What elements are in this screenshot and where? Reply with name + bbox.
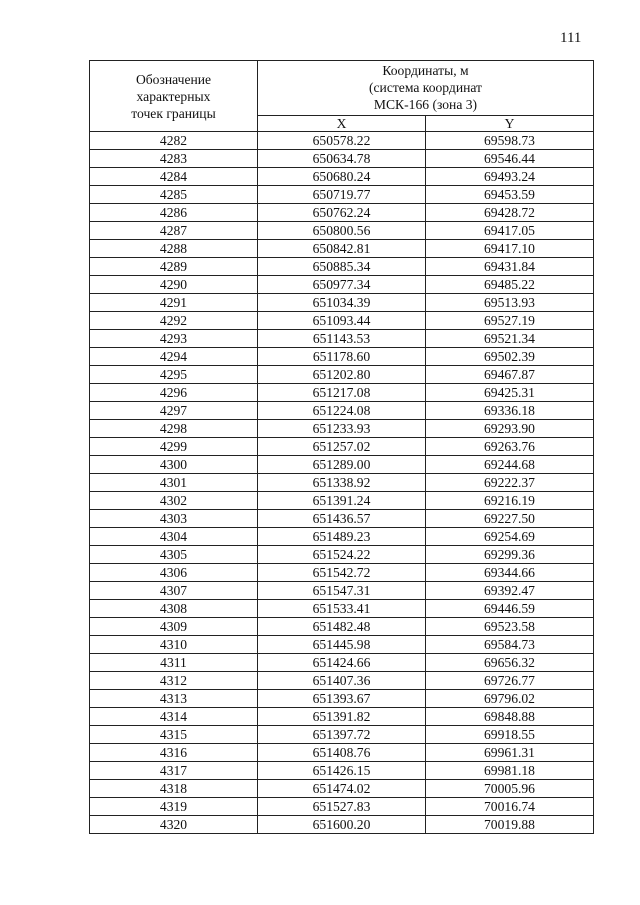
table-row [90,132,594,150]
y-coordinate-cell: 69254.69 [426,528,594,546]
x-coordinate-cell: 650977.34 [258,276,426,294]
x-coordinate-cell: 650578.22 [258,132,426,150]
point-id-cell: 4314 [90,708,258,726]
point-id-cell: 4320 [90,816,258,834]
y-coordinate-cell: 69446.59 [426,600,594,618]
x-coordinate-cell: 651445.98 [258,636,426,654]
coords-header-line-2: (система координат [369,80,482,96]
y-coordinate-cell: 70019.88 [426,816,594,834]
point-id-cell: 4316 [90,744,258,762]
table-row [90,384,594,402]
table-row [90,402,594,420]
x-coordinate-cell: 650719.77 [258,186,426,204]
table-row [90,564,594,582]
column-header-y: Y [426,115,594,131]
x-coordinate-cell: 651034.39 [258,294,426,312]
coords-header-line-3: МСК-166 (зона 3) [373,97,478,113]
point-id-cell: 4291 [90,294,258,312]
y-coordinate-cell: 69848.88 [426,708,594,726]
x-coordinate-cell: 651482.48 [258,618,426,636]
y-coordinate-cell: 69521.34 [426,330,594,348]
x-coordinate-cell: 651289.00 [258,456,426,474]
point-id-cell: 4301 [90,474,258,492]
table-row [90,816,594,834]
point-id-cell: 4305 [90,546,258,564]
point-id-cell: 4298 [90,420,258,438]
y-coordinate-cell: 69227.50 [426,510,594,528]
x-coordinate-cell: 651436.57 [258,510,426,528]
y-coordinate-cell: 69523.58 [426,618,594,636]
y-coordinate-cell: 69726.77 [426,672,594,690]
table-row [90,726,594,744]
x-coordinate-cell: 651093.44 [258,312,426,330]
point-id-cell: 4319 [90,798,258,816]
table-row [90,690,594,708]
point-id-cell: 4313 [90,690,258,708]
table-row [90,204,594,222]
x-coordinate-cell: 651393.67 [258,690,426,708]
x-coordinate-cell: 651397.72 [258,726,426,744]
x-coordinate-cell: 651533.41 [258,600,426,618]
point-id-cell: 4289 [90,258,258,276]
table-body [90,132,594,834]
table-row [90,636,594,654]
point-id-cell: 4317 [90,762,258,780]
x-coordinate-cell: 651143.53 [258,330,426,348]
table-row [90,366,594,384]
table-row [90,492,594,510]
table-row [90,762,594,780]
y-coordinate-cell: 69299.36 [426,546,594,564]
y-coordinate-cell: 69796.02 [426,690,594,708]
x-coordinate-cell: 651474.02 [258,780,426,798]
y-coordinate-cell: 69263.76 [426,438,594,456]
x-coordinate-cell: 651547.31 [258,582,426,600]
y-coordinate-cell: 69293.90 [426,420,594,438]
table-row [90,294,594,312]
point-id-cell: 4309 [90,618,258,636]
point-id-cell: 4283 [90,150,258,168]
table-row [90,672,594,690]
y-coordinate-cell: 69431.84 [426,258,594,276]
x-coordinate-cell: 650885.34 [258,258,426,276]
point-id-cell: 4306 [90,564,258,582]
table-row [90,798,594,816]
y-coordinate-cell: 69392.47 [426,582,594,600]
y-coordinate-cell: 69216.19 [426,492,594,510]
x-coordinate-cell: 651202.80 [258,366,426,384]
y-coordinate-cell: 69598.73 [426,132,594,150]
x-coordinate-cell: 651489.23 [258,528,426,546]
x-coordinate-cell: 651524.22 [258,546,426,564]
x-coordinate-cell: 651391.24 [258,492,426,510]
y-coordinate-cell: 69502.39 [426,348,594,366]
x-coordinate-cell: 650634.78 [258,150,426,168]
y-coordinate-cell: 69336.18 [426,402,594,420]
y-coordinate-cell: 70016.74 [426,798,594,816]
x-coordinate-cell: 650842.81 [258,240,426,258]
x-coordinate-cell: 650680.24 [258,168,426,186]
point-id-cell: 4287 [90,222,258,240]
x-coordinate-cell: 651338.92 [258,474,426,492]
x-coordinate-cell: 651407.36 [258,672,426,690]
point-id-cell: 4288 [90,240,258,258]
table-row [90,600,594,618]
point-id-cell: 4282 [90,132,258,150]
table-row [90,654,594,672]
x-coordinate-cell: 651217.08 [258,384,426,402]
point-id-cell: 4295 [90,366,258,384]
point-id-cell: 4293 [90,330,258,348]
point-id-cell: 4285 [90,186,258,204]
point-id-cell: 4312 [90,672,258,690]
table-row [90,222,594,240]
table-row [90,618,594,636]
point-header-line-2: характерных [136,88,211,104]
table-header [90,61,594,132]
y-coordinate-cell: 69584.73 [426,636,594,654]
table-row [90,780,594,798]
point-header-line-1: Обозначение [135,71,212,87]
table-row [90,582,594,600]
y-coordinate-cell: 69656.32 [426,654,594,672]
point-id-cell: 4304 [90,528,258,546]
y-coordinate-cell: 69918.55 [426,726,594,744]
coordinates-table [89,60,594,834]
x-coordinate-cell: 650762.24 [258,204,426,222]
y-coordinate-cell: 69493.24 [426,168,594,186]
table-row [90,312,594,330]
coordinates-header [258,61,594,116]
point-id-cell: 4315 [90,726,258,744]
table-row [90,744,594,762]
table-row [90,150,594,168]
point-id-cell: 4318 [90,780,258,798]
table-row [90,420,594,438]
x-coordinate-cell: 650800.56 [258,222,426,240]
point-id-cell: 4307 [90,582,258,600]
column-header-x: X [258,115,426,131]
x-coordinate-cell: 651527.83 [258,798,426,816]
y-coordinate-cell: 69981.18 [426,762,594,780]
x-coordinate-cell: 651224.08 [258,402,426,420]
x-coordinate-cell: 651600.20 [258,816,426,834]
point-id-cell: 4292 [90,312,258,330]
table-row [90,258,594,276]
point-designation-header [90,61,258,132]
point-id-cell: 4311 [90,654,258,672]
table-row [90,276,594,294]
point-id-cell: 4290 [90,276,258,294]
point-id-cell: 4308 [90,600,258,618]
y-coordinate-cell: 69244.68 [426,456,594,474]
table-row [90,330,594,348]
table-row [90,528,594,546]
x-coordinate-cell: 651408.76 [258,744,426,762]
x-coordinate-cell: 651391.82 [258,708,426,726]
y-coordinate-cell: 69961.31 [426,744,594,762]
coords-header-line-1: Координаты, м [382,63,469,79]
x-coordinate-cell: 651233.93 [258,420,426,438]
y-coordinate-cell: 69546.44 [426,150,594,168]
page-number: 111 [560,30,582,46]
point-id-cell: 4286 [90,204,258,222]
x-coordinate-cell: 651178.60 [258,348,426,366]
table-row [90,348,594,366]
point-id-cell: 4296 [90,384,258,402]
point-id-cell: 4284 [90,168,258,186]
table-row [90,438,594,456]
point-id-cell: 4300 [90,456,258,474]
x-coordinate-cell: 651424.66 [258,654,426,672]
point-id-cell: 4294 [90,348,258,366]
y-coordinate-cell: 69344.66 [426,564,594,582]
y-coordinate-cell: 69417.05 [426,222,594,240]
y-coordinate-cell: 69513.93 [426,294,594,312]
point-id-cell: 4299 [90,438,258,456]
y-coordinate-cell: 69527.19 [426,312,594,330]
y-coordinate-cell: 70005.96 [426,780,594,798]
x-coordinate-cell: 651257.02 [258,438,426,456]
table-row [90,546,594,564]
table-row [90,186,594,204]
y-coordinate-cell: 69453.59 [426,186,594,204]
table-row [90,708,594,726]
y-coordinate-cell: 69428.72 [426,204,594,222]
point-id-cell: 4302 [90,492,258,510]
table-row [90,456,594,474]
y-coordinate-cell: 69417.10 [426,240,594,258]
table-row [90,168,594,186]
table-row [90,510,594,528]
y-coordinate-cell: 69485.22 [426,276,594,294]
point-header-line-3: точек границы [131,105,216,121]
point-id-cell: 4297 [90,402,258,420]
y-coordinate-cell: 69467.87 [426,366,594,384]
point-id-cell: 4303 [90,510,258,528]
table-row [90,474,594,492]
point-id-cell: 4310 [90,636,258,654]
x-coordinate-cell: 651542.72 [258,564,426,582]
y-coordinate-cell: 69222.37 [426,474,594,492]
x-coordinate-cell: 651426.15 [258,762,426,780]
y-coordinate-cell: 69425.31 [426,384,594,402]
table-row [90,240,594,258]
